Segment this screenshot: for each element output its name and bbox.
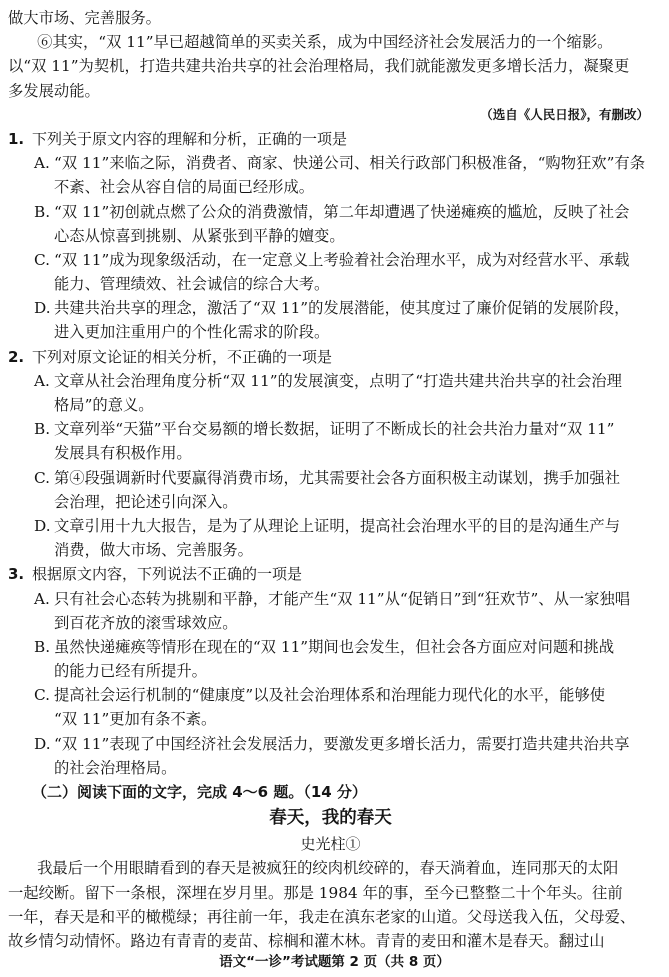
question-stem-text: 下列关于原文内容的理解和分析，正确的一项是 xyxy=(32,129,348,148)
source-citation: （选自《人民日报》，有删改） xyxy=(480,106,649,122)
q3-option-c: C. 提高社会运行机制的“健康度”以及社会治理体系和治理能力现代化的水平，能够使 xyxy=(34,686,606,705)
q1-option-b: B. “双 11”初创就点燃了公众的消费激情，第二年却遭遇了快递瘫痪的尴尬，反映了社会 xyxy=(34,202,630,221)
passage-line: 做大市场、完善服务。 xyxy=(8,9,161,27)
question-3-stem xyxy=(8,562,653,586)
q1-option-c-cont: 能力、管理绩效、社会诚信的综合大考。 xyxy=(54,275,330,294)
q3-option-d-cont: 的社会治理格局。 xyxy=(54,758,177,777)
q3-option-a-cont: 到百花齐放的滚雪球效应。 xyxy=(54,613,238,632)
question-number: 3. xyxy=(8,565,25,584)
passage-paragraph-6-line: 多发展动能。 xyxy=(8,81,100,100)
question-1-stem xyxy=(8,127,653,151)
question-2-stem xyxy=(8,345,653,369)
page-footer: 语文“一诊”考试题第 2 页（共 8 页） xyxy=(219,954,450,970)
q2-option-b-cont: 发展具有积极作用。 xyxy=(54,444,192,463)
q1-option-a-cont: 不紊、社会从容自信的局面已经形成。 xyxy=(54,178,315,197)
article-line: 一起绞断。留下一条根，深埋在岁月里。那是 1984 年的事，至今已整整二十个年头。往前 xyxy=(8,883,623,902)
q1-option-a: A. “双 11”来临之际，消费者、商家、快递公司、相关行政部门积极准备，“购物狂欢”有条 xyxy=(34,154,646,173)
q2-option-b: B. 文章列举“天猫”平台交易额的增长数据，证明了不断成长的社会共治力量对“双 11” xyxy=(34,420,615,439)
question-number: 2. xyxy=(8,347,25,366)
q1-option-b-cont: 心态从惊喜到挑剔、从紧张到平静的嬗变。 xyxy=(54,226,345,245)
article-line: 我最后一个用眼睛看到的春天是被疯狂的绞肉机绞碎的，春天淌着血，连同那天的太阳 xyxy=(37,859,619,878)
question-stem-text: 根据原文内容，下列说法不正确的一项是 xyxy=(32,565,303,584)
section-heading: （二）阅读下面的文字，完成 4～6 题。（14 分） xyxy=(32,783,367,801)
article-title: 春天，我的春天 xyxy=(269,808,392,829)
passage-paragraph-6-line: ⑥其实，“双 11”早已超越简单的买卖关系，成为中国经济社会发展活力的一个缩影。 xyxy=(37,33,613,52)
q2-option-c: C. 第④段强调新时代要赢得消费市场，尤其需要社会各方面积极主动谋划，携手加强社 xyxy=(34,468,620,487)
q3-option-c-cont: “双 11”更加有条不紊。 xyxy=(54,710,217,729)
q2-option-d: D. 文章引用十九大报告，是为了从理论上证明，提高社会治理水平的目的是沟通生产与 xyxy=(34,516,620,535)
q3-option-b: B. 虽然快递瘫痪等情形在现在的“双 11”期间也会发生，但社会各方面应对问题和挑战 xyxy=(34,637,615,656)
passage-paragraph-6-line: 以“双 11”为契机，打造共建共治共享的社会治理格局，我们就能激发更多增长活力，凝聚更 xyxy=(8,57,630,76)
q2-option-a: A. 文章从社会治理角度分析“双 11”的发展演变，点明了“打造共建共治共享的社会治理 xyxy=(34,371,622,390)
question-number: 1. xyxy=(8,129,25,148)
q2-option-c-cont: 会治理，把论述引向深入。 xyxy=(54,492,238,511)
article-line: 一年，春天是和平的橄榄绿；再往前一年，我走在滇东老家的山道。父母送我入伍，父母爱、 xyxy=(8,907,636,926)
q2-option-a-cont: 格局”的意义。 xyxy=(54,396,154,414)
q2-option-d-cont: 消费，做大市场、完善服务。 xyxy=(54,541,253,560)
q1-option-d-cont: 进入更加注重用户的个性化需求的阶段。 xyxy=(54,323,330,342)
q1-option-c: C. “双 11”成为现象级活动，在一定意义上考验着社会治理水平，成为对经营水平、承载 xyxy=(34,250,630,269)
q3-option-a: A. 只有社会心态转为挑剔和平静，才能产生“双 11”从“促销日”到“狂欢节”、从一家独唱 xyxy=(34,589,631,608)
q3-option-d: D. “双 11”表现了中国经济社会发展活力，要激发更多增长活力，需要打造共建共治共享 xyxy=(34,734,630,753)
article-line: 故乡情匀动情怀。路边有青青的麦苗、棕榈和灌木林。青青的麦田和灌木是春天。翻过山 xyxy=(8,931,605,950)
q1-option-d: D. 共建共治共享的理念，激活了“双 11”的发展潜能，使其度过了廉价促销的发展阶段， xyxy=(34,299,630,318)
q3-option-b-cont: 的能力已经有所提升。 xyxy=(54,662,207,681)
article-author: 史光柱① xyxy=(300,835,361,854)
question-stem-text: 下列对原文论证的相关分析，不正确的一项是 xyxy=(32,347,333,366)
